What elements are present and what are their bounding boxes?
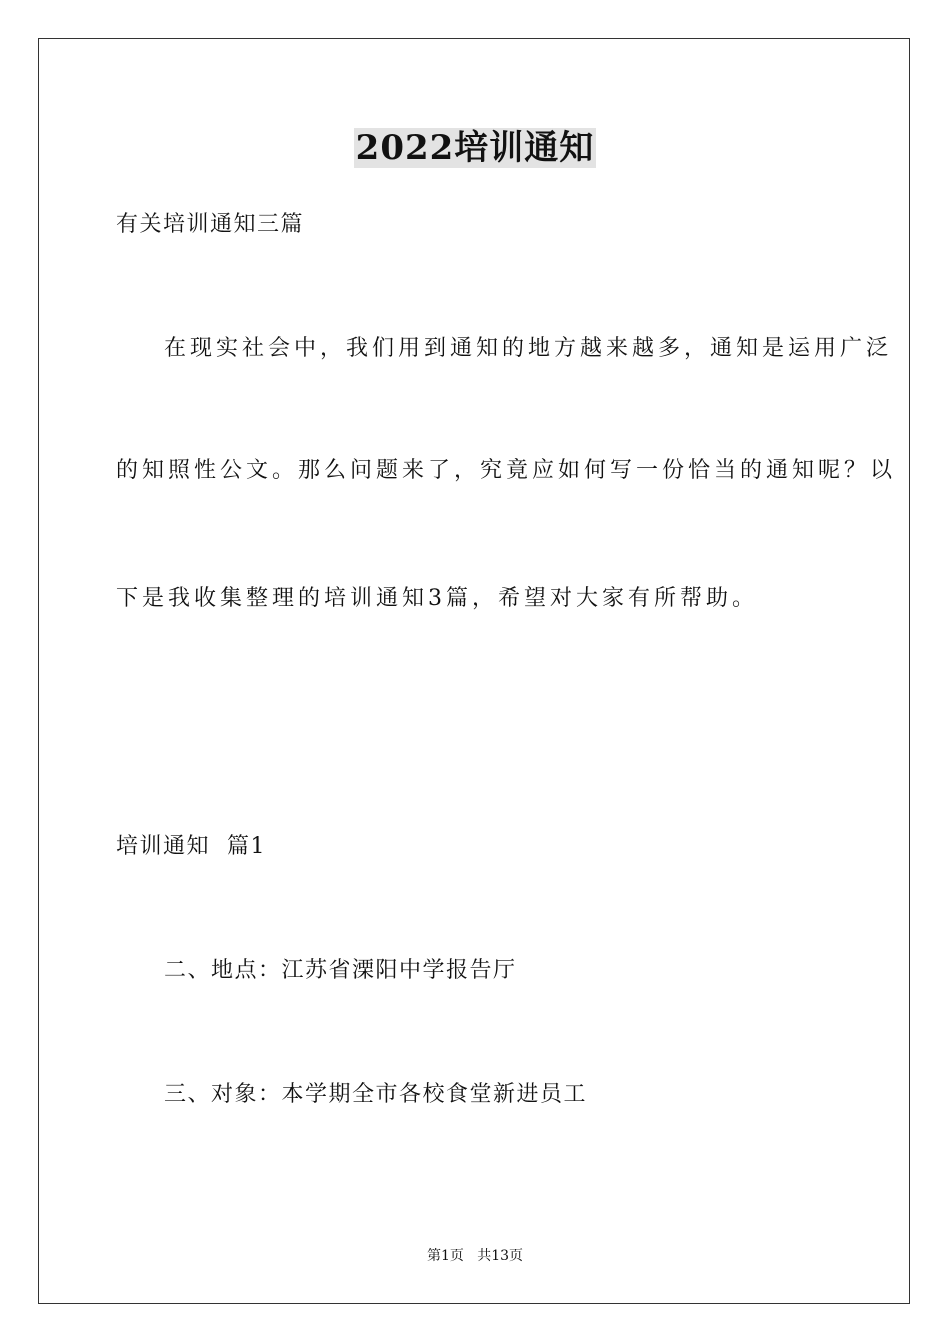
page-number-footer: 第1页 共13页 bbox=[426, 1248, 524, 1264]
document-subtitle: 有关培训通知三篇 bbox=[116, 212, 305, 237]
document-title bbox=[0, 126, 950, 170]
intro-paragraph-line-3: 下是我收集整理的培训通知3篇，希望对大家有所帮助。 bbox=[116, 586, 758, 611]
item-location: 二、地点：江苏省溧阳中学报告厅 bbox=[164, 958, 517, 983]
item-audience: 三、对象：本学期全市各校食堂新进员工 bbox=[164, 1082, 588, 1107]
intro-paragraph-line-1: 在现实社会中，我们用到通知的地方越来越多，通知是运用广泛 bbox=[164, 336, 893, 361]
document-title-text: 2022培训通知 bbox=[355, 128, 595, 168]
intro-paragraph-line-2: 的知照性公文。那么问题来了，究竟应如何写一份恰当的通知呢？以 bbox=[116, 458, 897, 483]
section-heading: 培训通知 篇1 bbox=[116, 834, 266, 859]
